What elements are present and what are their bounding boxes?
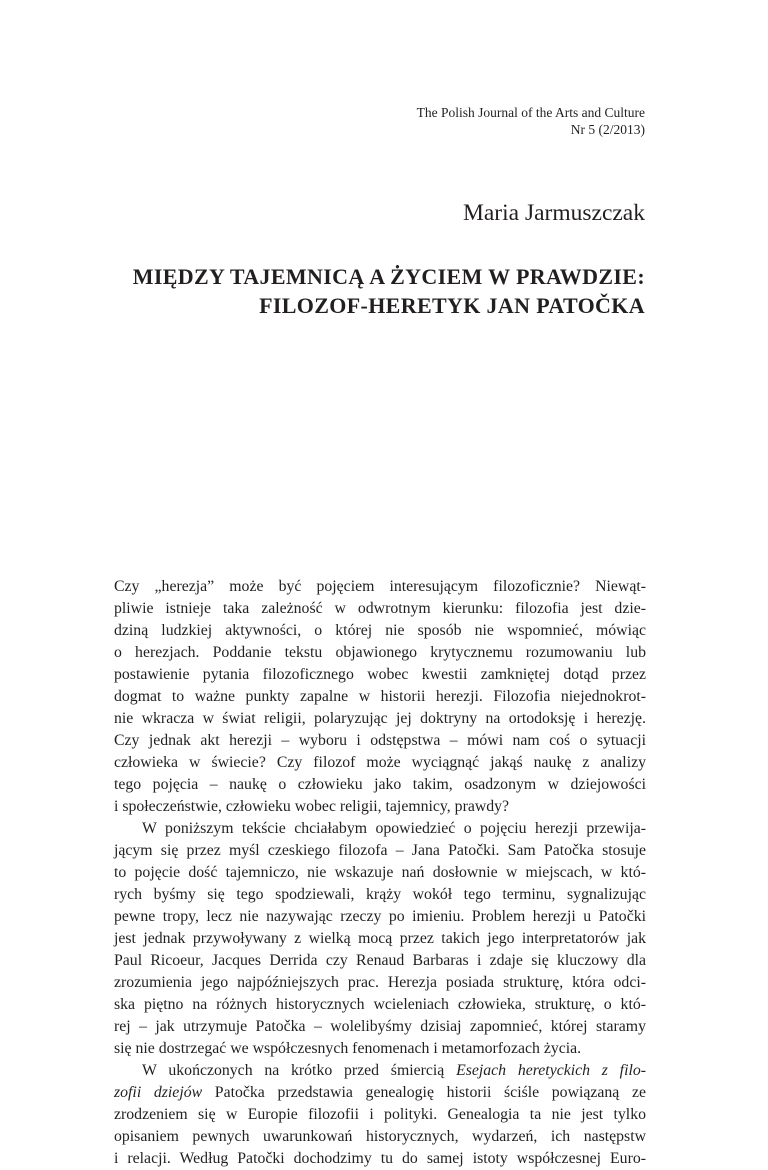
text-line: zrozumienia jego najpóźniejszych prac. Herezja posiada strukturę, która odci- [114, 974, 646, 991]
paragraph-2 [114, 818, 646, 1060]
text-line: Czy „herezja” może być pojęciem interesującym filozoficznie? Niewąt- [114, 578, 646, 595]
text-line: opisaniem pewnych uwarunkowań historycznych, wydarzeń, ich następstw [114, 1128, 646, 1145]
text-line: o herezjach. Poddanie tekstu objawionego krytycznemu rozumowaniu lub [114, 644, 646, 661]
text-line: rych byśmy się tego spodziewali, krąży wokół tego terminu, sygnalizując [114, 886, 646, 903]
text-line: Czy jednak akt herezji – wyboru i odstępstwa – mówi nam coś o sytuacji [114, 732, 646, 749]
text-line: i relacji. Według Patočki dochodzimy tu do samej istoty współczesnej Euro- [114, 1150, 646, 1167]
article-body [114, 576, 646, 1170]
text-line: rej – jak utrzymuje Patočka – wolelibyśmy dzisiaj zapomnieć, której staramy [114, 1018, 646, 1035]
text-line: pliwie istnieje taka zależność w odwrotnym kierunku: filozofia jest dzie- [114, 600, 646, 617]
text-line: postawienie pytania filozoficznego wobec kwestii zamkniętej dotąd przez [114, 666, 646, 683]
title-line-1: MIĘDZY TAJEMNICĄ A ŻYCIEM W PRAWDZIE: [132, 264, 645, 289]
paragraph-3 [114, 1060, 646, 1170]
text-line: i społeczeństwie, człowieku wobec religii, tajemnicy, prawdy? [114, 798, 510, 815]
text-line: dogmat to ważne punkty zapalne w historii herezji. Filozofia niejednokrot- [114, 688, 646, 705]
text-line: nie wkracza w świat religii, polaryzując jej doktryny na ortodoksję i herezję. [114, 710, 646, 727]
text-line: tego pojęcia – naukę o człowieku jako takim, osadzonym w dziejowości [114, 776, 646, 793]
text-line: to pojęcie dość tajemniczo, nie wskazuje nań dosłownie w miejscach, w któ- [114, 864, 646, 881]
text-line: jest jednak przywoływany z wielką mocą przez takich jego interpretatorów jak [114, 930, 646, 947]
text-line: Paul Ricoeur, Jacques Derrida czy Renaud Barbaras i zdaje się kluczowy dla [114, 952, 646, 969]
article-title [85, 262, 645, 320]
book-title-italic: Esejach heretyckich z filo- [456, 1062, 646, 1079]
journal-name: The Polish Journal of the Arts and Culture [416, 105, 645, 120]
paragraph-1 [114, 576, 646, 818]
journal-header [417, 104, 645, 138]
text-line: ska piętno na różnych historycznych wcieleniach człowieka, strukturę, o któ- [114, 996, 646, 1013]
text-line [114, 1060, 646, 1082]
text-line: pewne tropy, lecz nie nazywając rzeczy po imieniu. Problem herezji u Patočki [114, 908, 646, 925]
text-line: dziną ludzkiej aktywności, o której nie sposób nie wspomnieć, mówiąc [114, 622, 646, 639]
text-line: jącym się przez myśl czeskiego filozofa – Jana Patočki. Sam Patočka stosuje [114, 842, 646, 859]
book-title-italic: zofii dziejów [114, 1084, 203, 1101]
text-line: zrodzeniem się w Europie filozofii i polityki. Genealogia ta nie jest tylko [114, 1106, 646, 1123]
text-line: się nie dostrzegać we współczesnych fenomenach i metamorfozach życia. [114, 1040, 582, 1057]
text-line: W poniższym tekście chciałabym opowiedzieć o pojęciu herezji przewija- [142, 820, 646, 837]
text-span: W ukończonych na krótko przed śmiercią [142, 1062, 457, 1079]
title-line-2: FILOZOF-HERETYK JAN PATOČKA [259, 293, 645, 318]
author-name: Maria Jarmuszczak [462, 200, 645, 226]
text-line [114, 1082, 646, 1104]
text-span: Patočka przedstawia genealogię historii ściśle powiązaną ze [202, 1084, 646, 1101]
text-line: człowieka w świecie? Czy filozof może wyciągnąć jakąś naukę z analizy [114, 754, 646, 771]
journal-issue: Nr 5 (2/2013) [570, 122, 645, 137]
